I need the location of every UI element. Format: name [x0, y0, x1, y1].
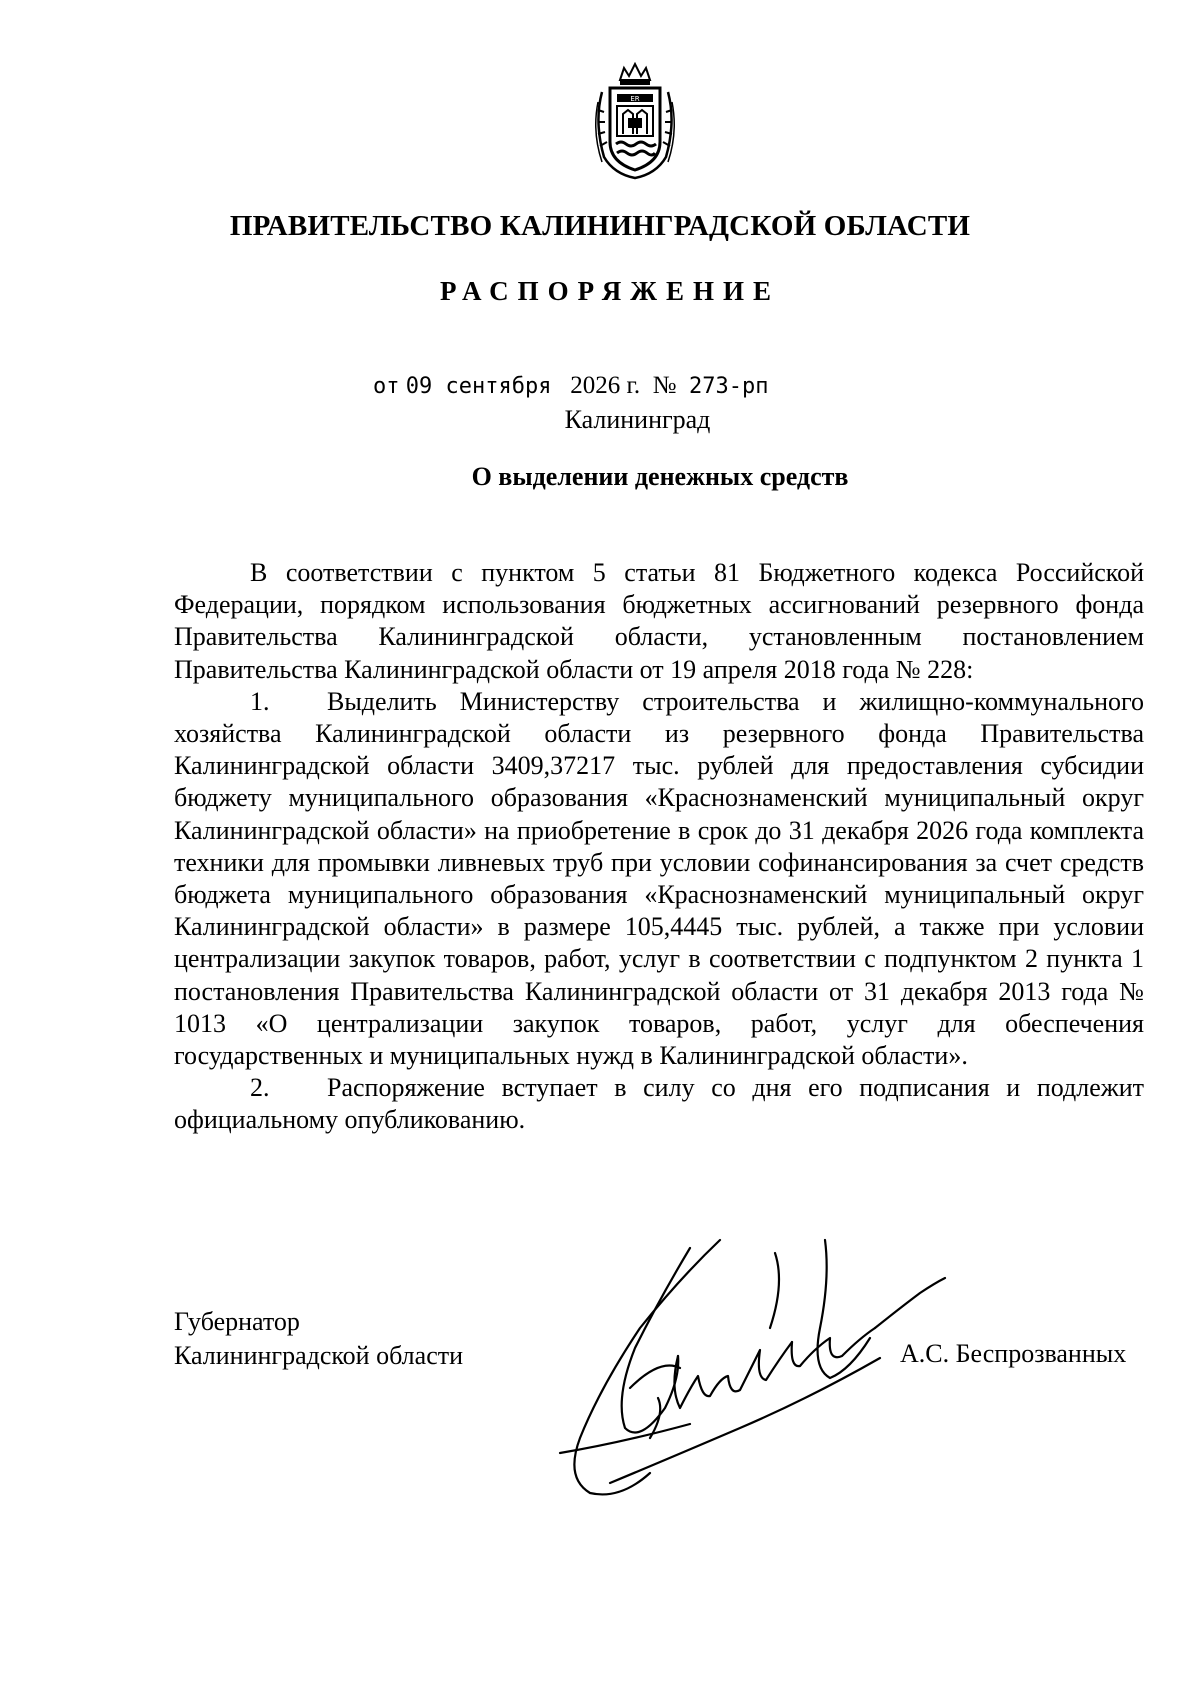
- document-type: РАСПОРЯЖЕНИЕ: [439, 276, 781, 306]
- handwritten-signature-icon: [530, 1238, 950, 1508]
- document-subject: О выделении денежных средств: [471, 462, 849, 491]
- registration-line: [373, 372, 768, 400]
- preamble-paragraph: В соответствии с пунктом 5 статьи 81 Бюджетного кодекса Российской Федерации, порядком использования бюджетных ассигнований резервного фонда Правительства Калининградской области, установленным постановлением Правительства Калининградской области от 19 апреля 2018 года № 228:: [174, 558, 1144, 684]
- signer-position: [174, 1305, 463, 1373]
- document-number: 273-рп: [689, 374, 769, 399]
- item-text: Выделить Министерству строительства и жилищно-коммунального хозяйства Калининградской области из резервного фонда Правительства Калининградской области 3409,37217 тыс. рублей для предоставления субсидии бюджету муниципального образования «Краснознаменский муниципальный округ Калининградской области» на приобретение в срок до 31 декабря 2026 года комплекта техники для промывки ливневых труб при условии софинансирования за счет средств бюджета муниципального образования «Краснознаменский муниципальный округ Калининградской области» в размере 105,4445 тыс. рублей, а также при условии централизации закупок товаров, работ, услуг в соответствии с подпунктом 2 пункта 1 постановления Правительства Калининградской области от 31 декабря 2013 года № 1013 «О централизации закупок товаров, работ, услуг для обеспечения государственных и муниципальных нужд в Калининградской области».: [174, 686, 1144, 1071]
- organization-title: ПРАВИТЕЛЬСТВО КАЛИНИНГРАДСКОЙ ОБЛАСТИ: [229, 210, 971, 242]
- signer-name: А.С. Беспрозванных: [900, 1339, 1127, 1368]
- item-paragraph-1: [174, 686, 1144, 1072]
- item-text: Распоряжение вступает в силу со дня его подписания и подлежит официальному опубликованию.: [174, 1073, 1144, 1135]
- svg-text:ЕR: ЕR: [630, 95, 640, 103]
- signer-position-line2: Калининградской области: [174, 1341, 464, 1370]
- number-sign: №: [652, 372, 677, 399]
- document-year: 2026 г.: [570, 372, 641, 399]
- item-paragraph-2: [174, 1072, 1144, 1136]
- item-number: 2.: [250, 1073, 270, 1103]
- city: Калининград: [564, 405, 711, 434]
- coat-of-arms-icon: [590, 62, 680, 180]
- date-prefix: от: [373, 374, 400, 399]
- signer-position-line1: Губернатор: [174, 1307, 300, 1336]
- document-date: 09 сентября: [405, 374, 552, 399]
- item-number: 1.: [250, 686, 270, 716]
- document-body: [174, 557, 1144, 1137]
